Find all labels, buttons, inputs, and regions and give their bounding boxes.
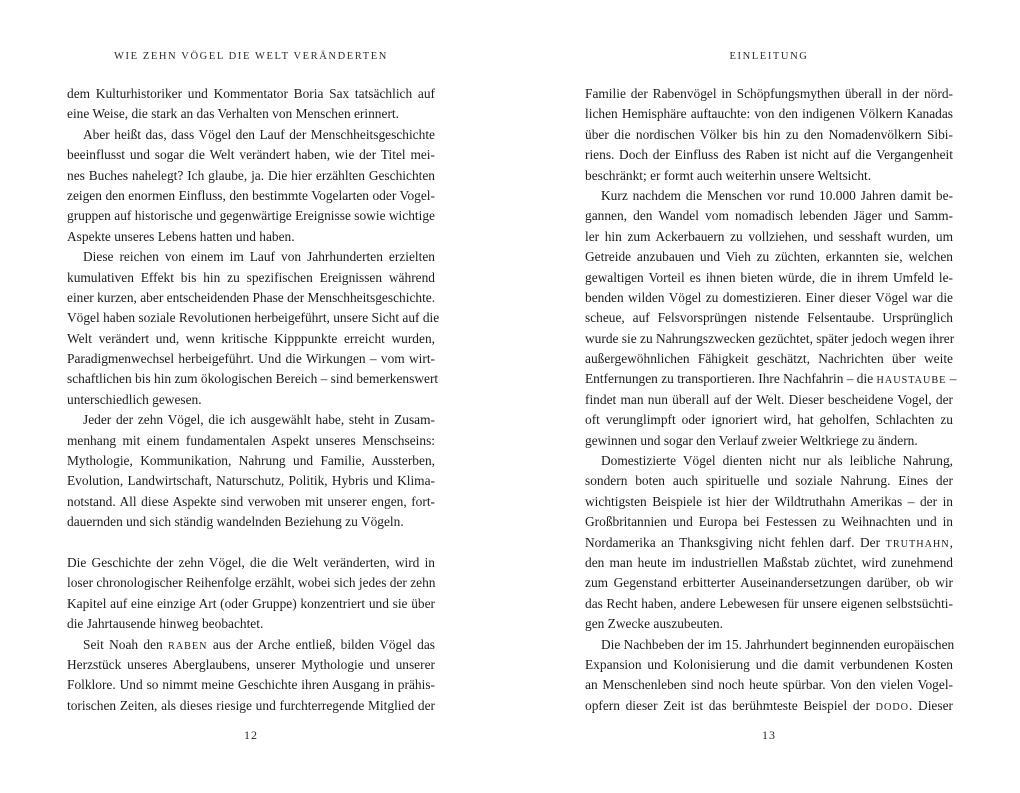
page-number-left: 12 — [244, 728, 258, 742]
text-line: Evolution, Landwirtschaft, Naturschutz, Politik, Hybris und Klima- — [67, 473, 435, 489]
right-page-body — [585, 84, 957, 716]
text-line: Die Geschichte der zehn Vögel, die die Welt veränderten, wird in — [67, 554, 435, 570]
text-line: Domestizierte Vögel dienten nicht nur als leibliche Nahrung, — [601, 453, 953, 469]
text-line: gewaltigen Vorteil es ihnen bieten würde, die in ihrem Umfeld le- — [585, 269, 953, 285]
text-line: lichen Hemisphäre auftauchte: von den indigenen Völkern Kanadas — [585, 106, 953, 122]
left-page-body — [67, 84, 440, 716]
text-line: außergewöhnlichen Fähigkeit geschätzt, Nachrichten über weite — [585, 351, 953, 367]
text-line: kumulativen Effekt bis hin zu spezifischen Ereignissen während — [67, 269, 435, 285]
text-line: notstand. All diese Aspekte sind verwoben mit unserer engen, fort- — [67, 493, 435, 509]
left-page — [67, 0, 440, 793]
text-line: ler hin zum Ackerbauern zu vollziehen, und sesshaft wurden, um — [585, 228, 953, 244]
text-line: zum Gegenstand erbitterter Auseinandersetzungen darüber, ob wir — [585, 575, 953, 591]
text-line: Kapitel auf eine einzige Art (oder Gruppe) konzentriert und sie über — [67, 595, 435, 611]
text-line: an Menschenleben sind noch heute spürbar. Von den vielen Vogel- — [585, 677, 953, 693]
text-line: Welt verändert und, wenn kritische Kipppunkte erreicht wurden, — [67, 330, 435, 346]
text-line: benden wilden Vögel zu domestizieren. Einer dieser Vögel war die — [585, 289, 953, 305]
text-line: dem Kulturhistoriker und Kommentator Boria Sax tatsächlich auf — [67, 86, 435, 101]
text-line: Entfernungen zu transportieren. Ihre Nachfahrin – die HAUSTAUBE – — [585, 371, 957, 387]
running-head-right: EINLEITUNG — [729, 51, 809, 62]
text-line: Herzstück unseres Aberglaubens, unserer Mythologie und unserer — [67, 656, 435, 672]
text-line: riens. Doch der Einfluss des Raben ist nicht auf die Vergangenheit — [585, 147, 953, 163]
text-line: unterschiedlich gewesen. — [67, 391, 202, 407]
text-line: nes Buches nahelegt? Ich glaube, ja. Die hier erzählten Geschichten — [67, 167, 435, 183]
text-line: scheue, auf Felsvorsprüngen nistende Felsentaube. Ursprünglich — [585, 310, 953, 326]
text-line: Großbritannien und Europa bei Festessen zu Weihnachten und in — [585, 514, 953, 530]
text-line: gen Zwecke auszubeuten. — [585, 616, 723, 632]
text-line: menhang mit einem fundamentalen Aspekt unseres Menschseins: — [67, 432, 435, 448]
text-line: torischen Zeiten, als dieses riesige und furchterregende Mitglied der — [67, 697, 435, 713]
text-line: gruppen auf historische und gegenwärtige Ereignisse sowie wichtige — [67, 208, 435, 224]
text-line: dauernden und sich ständig wandelnden Beziehung zu Vögeln. — [67, 514, 404, 530]
text-line: Jeder der zehn Vögel, die ich ausgewählt habe, steht in Zusam- — [83, 412, 435, 428]
text-line: gannen, den Wandel vom nomadisch lebenden Jäger und Samm- — [585, 208, 953, 224]
text-line: schaftlichen bis hin zum ökologischen Bereich – sind bemerkenswert — [67, 371, 439, 387]
text-line: Familie der Rabenvögel in Schöpfungsmythen überall in der nörd- — [585, 86, 953, 101]
text-line: Paradigmenwechsel herbeigeführt. Und die Wirkungen – vom wirt- — [67, 351, 435, 367]
text-line: Kurz nachdem die Menschen vor rund 10.000 Jahren damit be- — [601, 187, 953, 203]
section-break — [67, 533, 435, 553]
small-caps-bird-name: HAUSTAUBE — [876, 375, 947, 387]
text-line: Expansion und Kolonisierung und die damit verbundenen Kosten — [585, 656, 953, 672]
text-line: sondern boten auch spirituelle und soziale Nahrung. Eines der — [585, 473, 953, 489]
text-line: wurde sie zu Nahrungszwecken gezüchtet, später jedoch wegen ihrer — [585, 330, 955, 346]
text-line: die Jahrtausende hinweg beobachtet. — [67, 616, 264, 632]
right-page — [585, 0, 957, 793]
text-line: loser chronologischer Reihenfolge erzählt, wobei sich jedes der zehn — [67, 575, 436, 591]
text-line: Aspekte unseres Lebens hatten und haben. — [67, 228, 295, 244]
text-line: Folklore. Und so nimmt meine Geschichte ihren Ausgang in prähis- — [67, 677, 435, 693]
text-line: Diese reichen von einem im Lauf von Jahrhunderten erzielten — [83, 249, 435, 265]
page-number-right: 13 — [762, 728, 776, 742]
text-line: opfern dieser Zeit ist das berühmteste Beispiel der DODO. Dieser — [585, 697, 953, 713]
text-line: über die nordischen Völker bis hin zu den Nomadenvölkern Sibi- — [585, 126, 953, 142]
text-line: findet man nun überall auf der Welt. Dieser bescheidene Vogel, der — [585, 391, 953, 407]
text-line: beschränkt; er formt auch weiterhin unsere Weltsicht. — [585, 167, 872, 183]
text-line: eine Weise, die stark an das Verhalten von Menschen erinnert. — [67, 106, 399, 122]
text-line: Getreide anzubauen und Vieh zu züchten, erkannten sie, welchen — [585, 249, 953, 265]
text-line: zeigen den enormen Einfluss, den bestimmte Vogelarten oder Vogel- — [67, 187, 435, 203]
text-line: Aber heißt das, dass Vögel den Lauf der Menschheitsgeschichte — [83, 126, 435, 142]
small-caps-bird-name: RABEN — [168, 640, 208, 652]
text-line: den man heute im industriellen Maßstab züchtet, wird zunehmend — [585, 554, 953, 570]
text-line: wichtigsten Beispiele ist hier der Wildtruthahn Amerikas – der in — [585, 493, 953, 509]
text-line: Nordamerika an Thanksgiving nicht fehlen darf. Der TRUTHAHN, — [585, 534, 953, 550]
text-line: Vögel haben soziale Revolutionen herbeigeführt, unsere Sicht auf die — [67, 310, 440, 326]
text-line: gewinnen und sogar den Verlauf zweier Weltkriege zu ändern. — [585, 432, 918, 448]
text-line: einer kurzen, aber entscheidenden Phase der Menschheitsgeschichte. — [67, 289, 436, 305]
text-line: beeinflusst und sogar die Welt verändert haben, wie der Titel mei- — [67, 147, 435, 163]
small-caps-bird-name: TRUTHAHN — [885, 538, 950, 550]
text-line: oft verunglimpft oder ignoriert wird, hat geholfen, Schlachten zu — [585, 412, 953, 428]
text-line: Mythologie, Kommunikation, Nahrung und Familie, Aussterben, — [67, 453, 435, 469]
running-head-left: WIE ZEHN VÖGEL DIE WELT VERÄNDERTEN — [114, 51, 388, 62]
small-caps-bird-name: DODO — [875, 701, 910, 713]
text-line: Die Nachbeben der im 15. Jahrhundert beginnenden europäischen — [601, 636, 955, 652]
text-line: das Recht haben, andere Lebewesen für unsere eigenen selbstsüchti- — [585, 595, 953, 611]
text-line: Seit Noah den RABEN aus der Arche entließ, bilden Vögel das — [83, 636, 435, 652]
